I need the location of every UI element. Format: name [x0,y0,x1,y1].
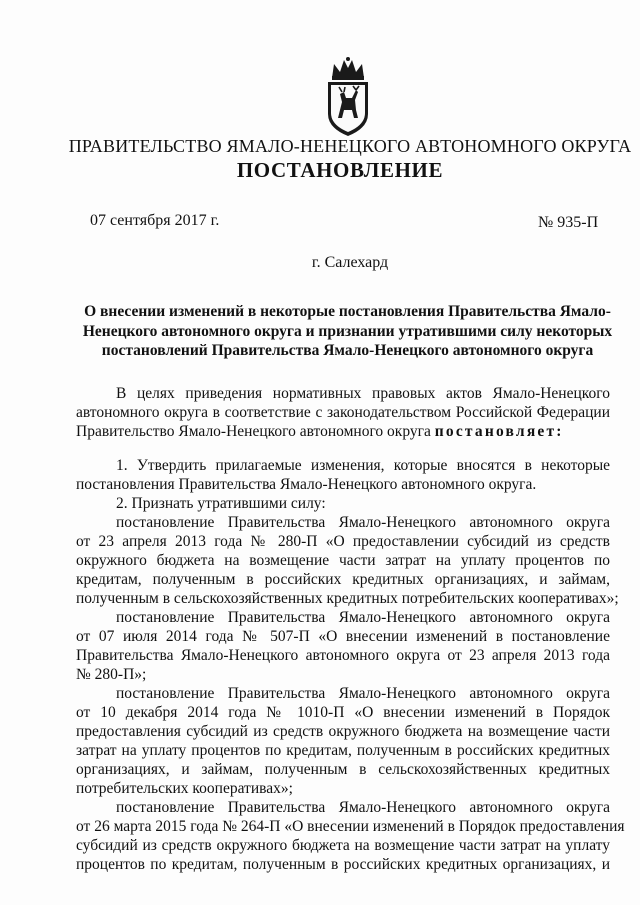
heading-line: постановлений Правительства Ямало-Ненецкого автономного округа [101,342,594,359]
act-line: постановление Правительства Ямало-Ненецкого автономного округа [116,609,610,626]
document-city: г. Салехард [311,254,389,271]
act-line: субсидий из средств окружного бюджета на возмещение части затрат на уплату [76,837,610,854]
government-name: ПРАВИТЕЛЬСТВО ЯМАЛО-НЕНЕЦКОГО АВТОНОМНОГО ОКРУГА [68,136,632,156]
heading-line: Ненецкого автономного округа и признании утратившими силу некоторых [82,322,613,340]
act-line: полученным в сельскохозяйственных кредитных потребительских кооперативах»; [76,590,619,607]
document-date: 07 сентября 2017 г. [90,212,220,229]
preamble-line: В целях приведения нормативных правовых актов Ямало-Ненецкого [116,385,610,402]
act-line: от 26 марта 2015 года № 264-П «О внесении изменений в Порядок предоставления [76,818,625,835]
act-line: постановление Правительства Ямало-Ненецкого автономного округа [116,685,610,702]
document-heading [80,302,615,361]
item-1-line: постановления Правительства Ямало-Ненецкого автономного округа. [76,476,537,493]
item-2-line: 2. Признать утратившими силу: [116,495,326,512]
document-number: № 935-П [538,214,599,231]
act-line: кредитам, полученным в российских кредитных организациях, и займам, [76,571,610,588]
decree-word: постановляет: [434,423,564,440]
act-line: организациях, и займам, полученным в сельскохозяйственных кредитных [76,761,610,778]
act-line: постановление Правительства Ямало-Ненецкого автономного округа [116,514,610,531]
act-line: предоставления субсидий из средств окружного бюджета на возмещение части [76,723,610,740]
preamble-subject: Правительство Ямало-Ненецкого автономного округа [76,423,431,440]
act-line: затрат на уплату процентов по кредитам, полученным в российских кредитных [76,742,610,759]
act-line: от 07 июля 2014 года № 507-П «О внесении изменений в постановление [76,628,610,645]
act-line: окружного бюджета на возмещение части затрат на уплату процентов по [76,552,610,569]
heading-line: О внесении изменений в некоторые постановления Правительства Ямало- [84,303,611,320]
act-line: от 23 апреля 2013 года № 280-П «О предоставлении субсидий из средств [76,533,610,550]
document-body [76,384,625,874]
item-1-line: 1. Утвердить прилагаемые изменения, которые вносятся в некоторые [116,457,610,474]
preamble-line: автономного округа в соответствие с законодательством Российской Федерации [76,404,610,421]
act-line: от 10 декабря 2014 года № 1010-П «О внесении изменений в Порядок [76,704,610,721]
act-line: Правительства Ямало-Ненецкого автономного округа от 23 апреля 2013 года [76,647,610,664]
act-line: № 280-П»; [76,666,147,683]
document-type: ПОСТАНОВЛЕНИЕ [236,158,444,182]
coat-of-arms-icon [322,56,374,138]
act-line: процентов по кредитам, полученным в российских кредитных организациях, и [76,856,610,873]
preamble-last-line [76,422,610,441]
act-line: потребительских кооперативах»; [76,780,293,797]
act-line: постановление Правительства Ямало-Ненецкого автономного округа [116,799,610,816]
